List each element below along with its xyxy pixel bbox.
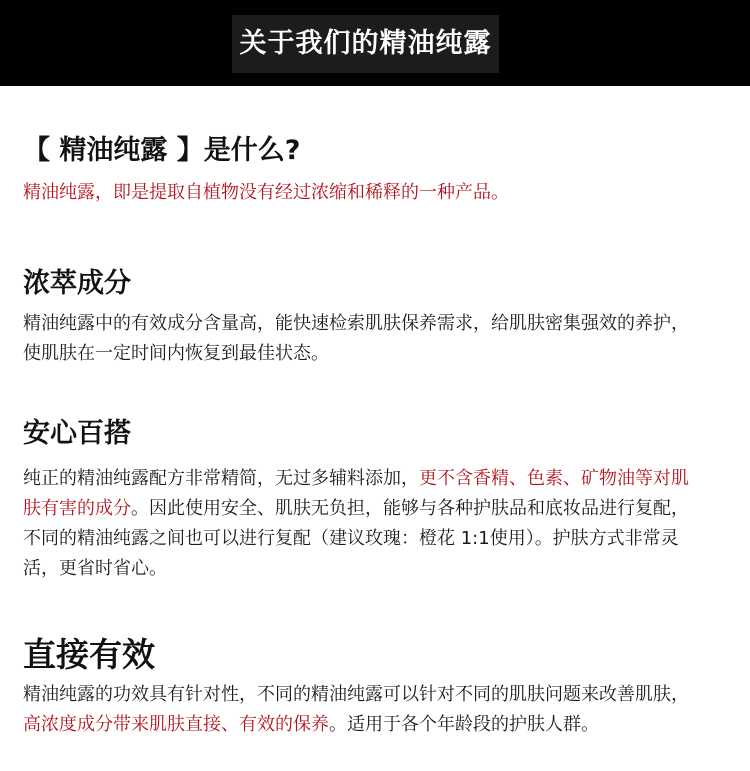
body-line (23, 178, 733, 208)
body-line (23, 464, 733, 494)
text-segment-highlight: 更不含香精、色素、矿物油等对肌 (419, 468, 689, 489)
text-segment: 不同的精油纯露之间也可以进行复配（建议玫瑰：橙花 1:1使用）。护肤方式非常灵 (23, 528, 679, 549)
text-segment: 使肌肤在一定时间内恢复到最佳状态。 (23, 343, 329, 364)
body-line (23, 524, 733, 554)
body-line (23, 710, 733, 740)
text-segment: 活，更省时省心。 (23, 558, 167, 579)
section-body-what-is (23, 178, 733, 208)
text-segment: 纯正的精油纯露配方非常精简，无过多辅料添加， (23, 468, 419, 489)
section-body-concentrated (23, 309, 733, 369)
text-segment: 精油纯露，即是提取自植物没有经过浓缩和稀释的一种产品。 (23, 182, 509, 203)
body-line (23, 554, 733, 584)
page-title: 关于我们的精油纯露 (239, 28, 492, 59)
text-segment-highlight: 高浓度成分带来肌肤直接、有效的保养 (23, 714, 329, 735)
text-segment: 。适用于各个年龄段的护肤人群。 (329, 714, 599, 735)
body-line (23, 494, 733, 524)
text-segment: 。因此使用安全、肌肤无负担，能够与各种护肤品和底妆品进行复配， (131, 498, 689, 519)
text-segment: 精油纯露中的有效成分含量高，能快速检索肌肤保养需求，给肌肤密集强效的养护， (23, 313, 689, 334)
text-segment: 精油纯露的功效具有针对性，不同的精油纯露可以针对不同的肌肤问题来改善肌肤， (23, 684, 689, 705)
body-line (23, 339, 733, 369)
section-title-safe: 安心百搭 (23, 418, 131, 449)
section-body-effective (23, 680, 733, 740)
section-title-what-is: 【 精油纯露 】是什么? (23, 135, 301, 166)
section-title-concentrated: 浓萃成分 (23, 268, 131, 299)
section-body-safe (23, 464, 733, 584)
text-segment-highlight: 肤有害的成分 (23, 498, 131, 519)
section-title-effective: 直接有效 (23, 635, 155, 674)
body-line (23, 680, 733, 710)
body-line (23, 309, 733, 339)
